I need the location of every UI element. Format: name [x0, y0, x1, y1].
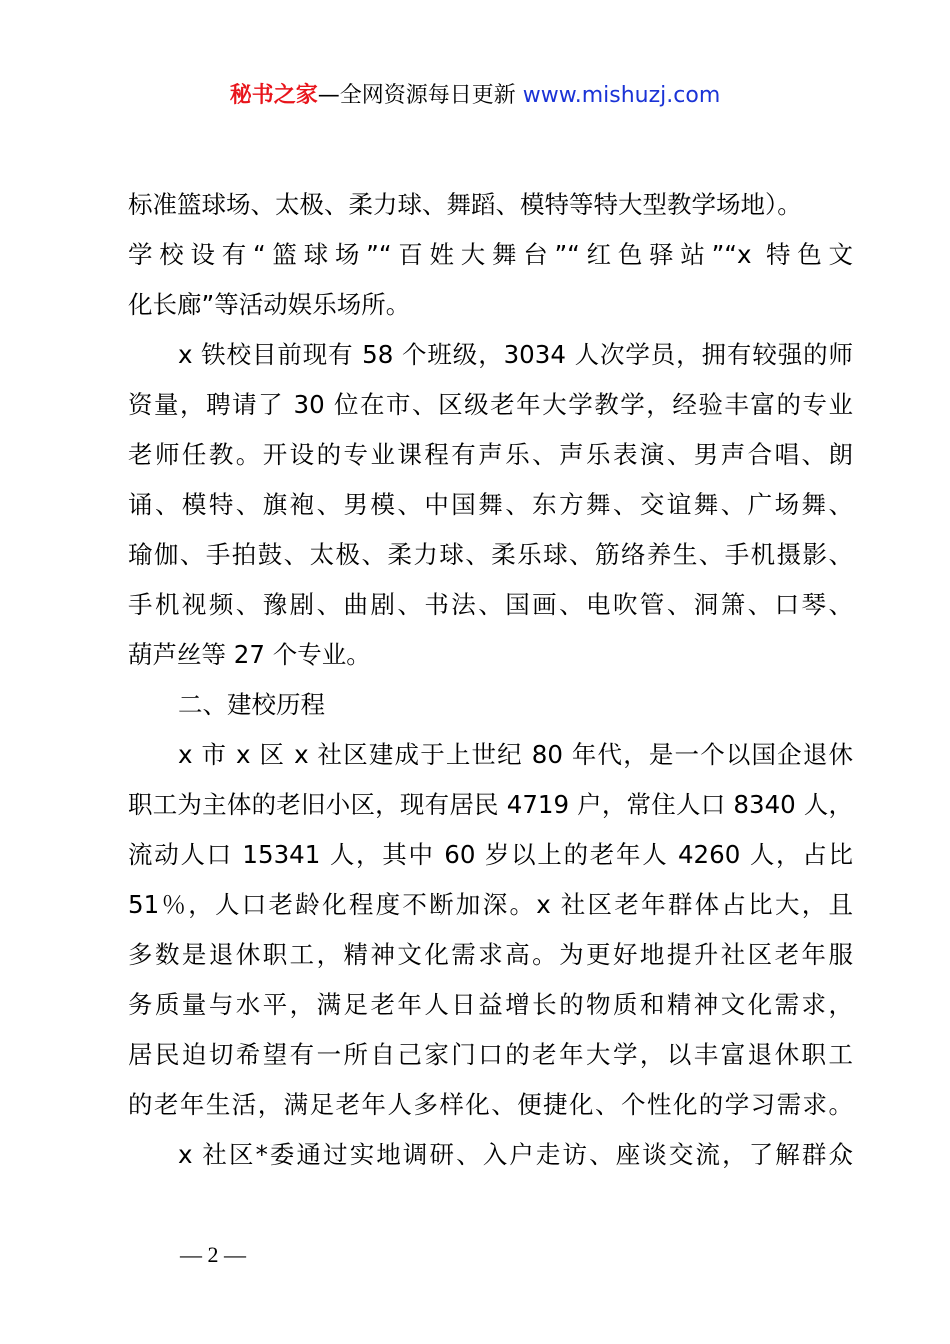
body-line: 多数是退休职工，精神文化需求高。为更好地提升社区老年服	[128, 940, 853, 969]
body-line: 老师任教。开设的专业课程有声乐、声乐表演、男声合唱、朗	[128, 440, 853, 469]
body-line: 葫芦丝等 27 个专业。	[128, 640, 371, 669]
body-line: 诵、模特、旗袍、男模、中国舞、东方舞、交谊舞、广场舞、	[128, 490, 853, 519]
site-header	[0, 80, 950, 112]
body-line: x 铁校目前现有 58 个班级，3034 人次学员，拥有较强的师	[178, 340, 853, 369]
body-line: x 市 x 区 x 社区建成于上世纪 80 年代，是一个以国企退休	[178, 740, 853, 769]
body-line: x 社区*委通过实地调研、入户走访、座谈交流，了解群众	[178, 1140, 853, 1169]
body-line: 资量，聘请了 30 位在市、区级老年大学教学，经验丰富的专业	[128, 390, 853, 419]
body-line: 学校设有“篮球场”“百姓大舞台”“红色驿站”“x 特色文	[128, 240, 853, 269]
body-line: 务质量与水平，满足老年人日益增长的物质和精神文化需求，	[128, 990, 853, 1019]
body-line: 瑜伽、手拍鼓、太极、柔力球、柔乐球、筋络养生、手机摄影、	[128, 540, 853, 569]
body-line: 手机视频、豫剧、曲剧、书法、国画、电吹管、洞箫、口琴、	[128, 590, 853, 619]
document-body	[128, 180, 853, 1180]
body-line: 的老年生活，满足老年人多样化、便捷化、个性化的学习需求。	[128, 1090, 853, 1119]
body-line: 51％，人口老龄化程度不断加深。x 社区老年群体占比大，且	[128, 890, 853, 919]
site-url-link[interactable]: www.mishuzj.com	[522, 83, 721, 108]
body-line: 流动人口 15341 人，其中 60 岁以上的老年人 4260 人，占比	[128, 840, 853, 869]
body-line: 居民迫切希望有一所自己家门口的老年大学，以丰富退休职工	[128, 1040, 853, 1069]
page-number: — 2 —	[180, 1242, 246, 1267]
header-tagline: —全网资源每日更新	[317, 83, 523, 108]
section-heading: 二、建校历程	[178, 690, 325, 719]
body-line: 职工为主体的老旧小区，现有居民 4719 户，常住人口 8340 人，	[128, 790, 853, 819]
brand-name: 秘书之家	[229, 83, 318, 108]
body-line: 化长廊”等活动娱乐场所。	[128, 290, 411, 319]
body-line: 标准篮球场、太极、柔力球、舞蹈、模特等特大型教学场地）。	[128, 190, 802, 219]
